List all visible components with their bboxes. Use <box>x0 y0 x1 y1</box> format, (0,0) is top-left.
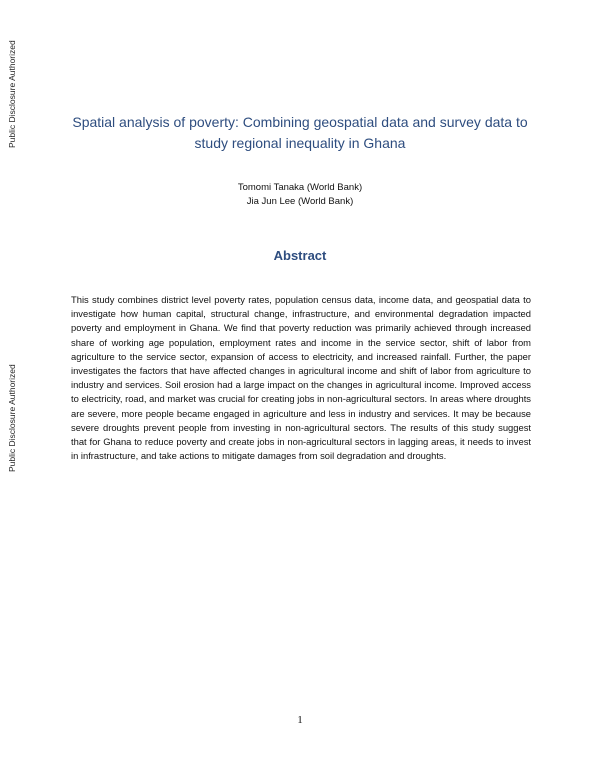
disclosure-stamp-top: Public Disclosure Authorized <box>7 40 17 148</box>
abstract-text: This study combines district level poverty rates, population census data, income data, and geospatial data to investigate how human capital, structural change, infrastructure, and environmental degradation impacted poverty and employment in Ghana. We find that poverty reduction was primarily achieved through increased share of working age population, employment rates and income in the service sector, shift of labor from agriculture to the service sector, expansion of access to electricity, and increased rainfall. Further, the paper investigates the factors that have affected changes in agricultural income and shift of labor from agriculture to industry and services. Soil erosion had a large impact on the changes in agricultural income. Improved access to electricity, road, and market was crucial for creating jobs in non-agricultural sectors. In areas where droughts are severe, more people became engaged in agriculture and less in industry and services. It may be because severe droughts prevent people from investing in non-agricultural sectors. The results of this study suggest that for Ghana to reduce poverty and create jobs in non-agricultural sectors in lagging areas, it needs to invest in infrastructure, and take actions to mitigate damages from soil degradation and droughts. <box>71 294 531 462</box>
author-name: Jia Jun Lee (World Bank) <box>246 196 354 207</box>
page-number: 1 <box>297 714 303 726</box>
paper-title: Spatial analysis of poverty: Combining geospatial data and survey data to study regional inequality in Ghana <box>72 114 528 151</box>
disclosure-stamp-middle: Public Disclosure Authorized <box>7 364 17 472</box>
author-list <box>150 181 450 209</box>
abstract-heading: Abstract <box>273 248 327 263</box>
author-name: Tomomi Tanaka (World Bank) <box>237 182 363 193</box>
